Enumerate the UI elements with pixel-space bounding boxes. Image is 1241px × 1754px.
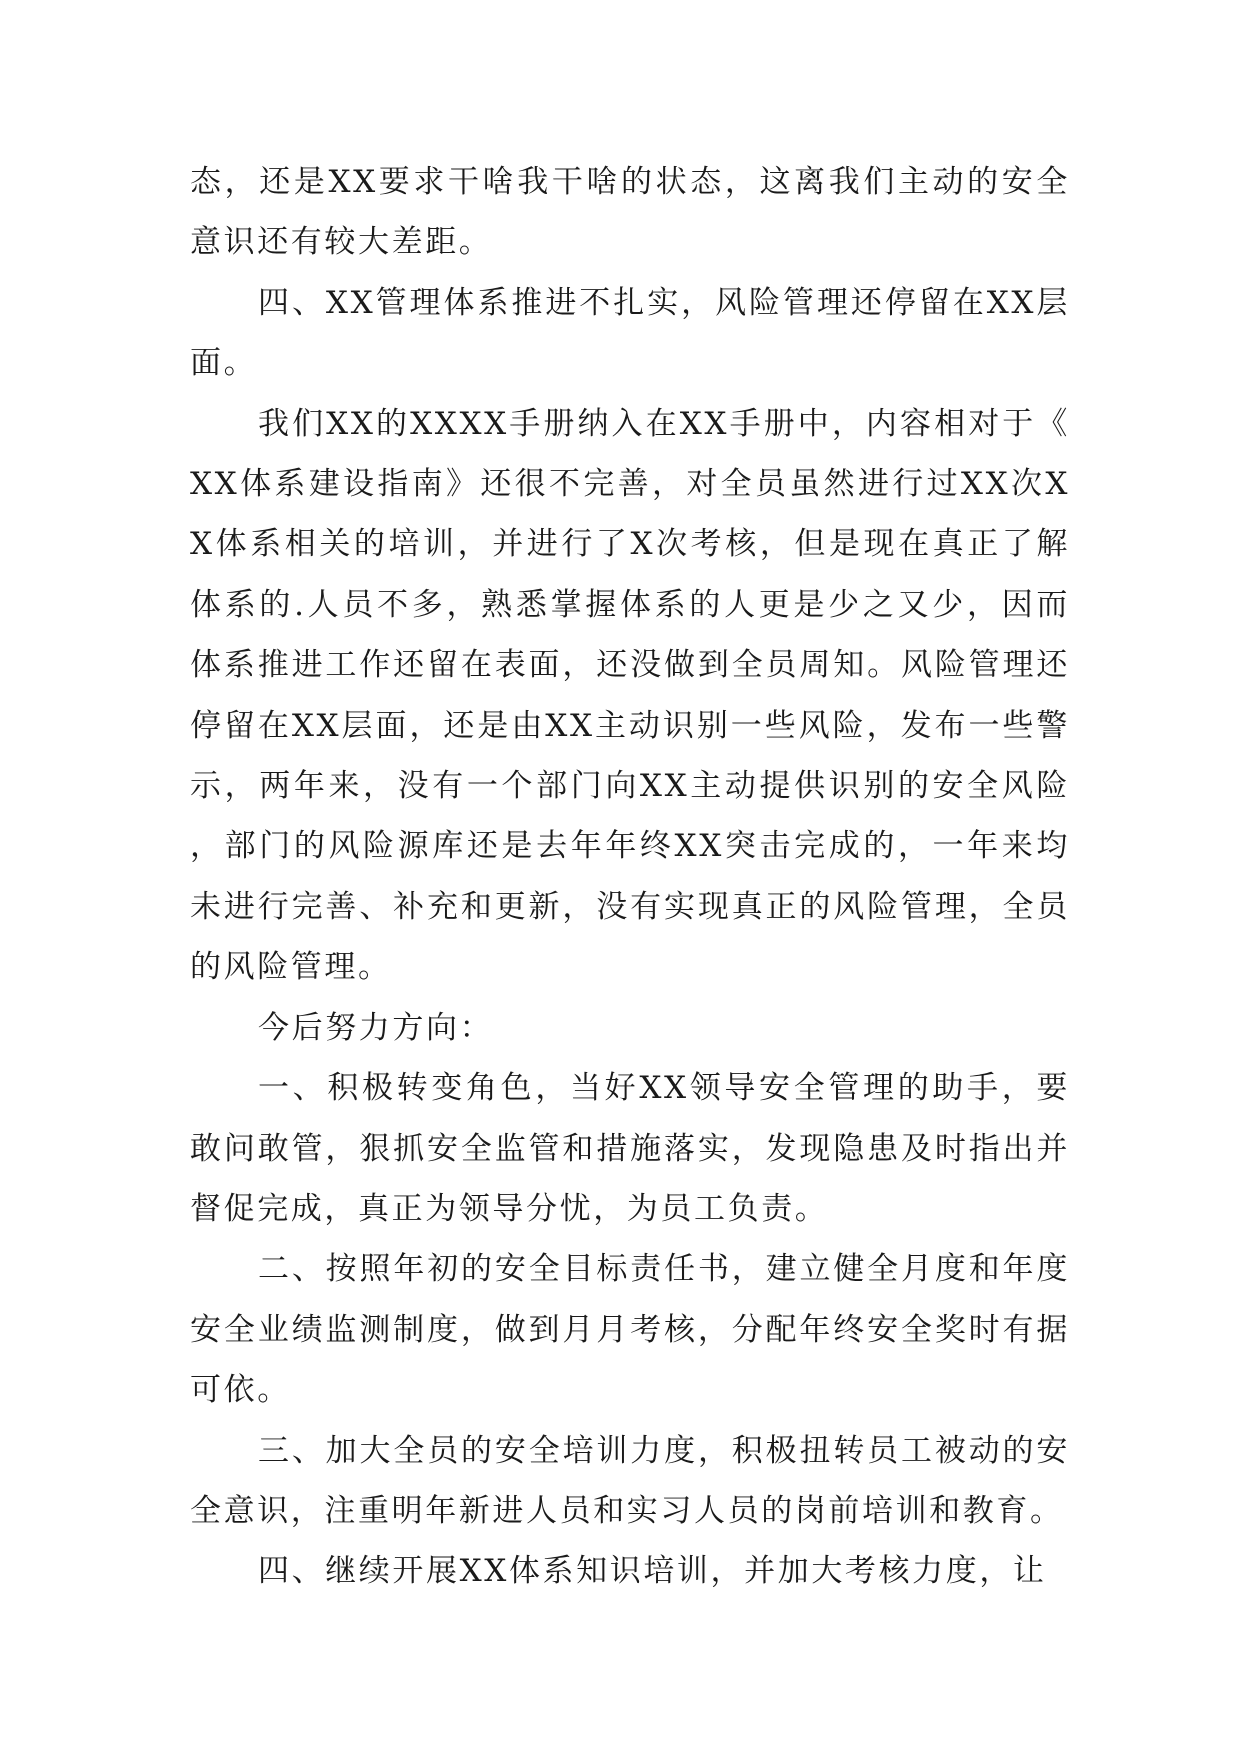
paragraph-continuation: 态，还是XX要求干啥我干啥的状态，这离我们主动的安全意识还有较大差距。 (190, 164, 1070, 261)
paragraph-future-direction-heading: 今后努力方向： (258, 1009, 494, 1046)
paragraph-direction-four: 四、继续开展XX体系知识培训，并加大考核力度，让 (258, 1553, 1047, 1590)
paragraph-direction-two: 二、按照年初的安全目标责任书，建立健全月度和年度安全业绩监测制度，做到月月考核，分配年终安全奖时有据可依。 (190, 1251, 1070, 1409)
paragraph-issue-four-detail: 我们XX的XXXX手册纳入在XX手册中，内容相对于《XX体系建设指南》还很不完善，对全员虽然进行过XX次XX体系相关的培训，并进行了X次考核，但是现在真正了解体系的.人员不多，熟悉掌握体系的人更是少之又少，因而体系推进工作还留在表面，还没做到全员周知。风险管理还停留在XX层面，还是由XX主动识别一些风险，发布一些警示，两年来，没有一个部门向XX主动提供识别的安全风险，部门的风险源库还是去年年终XX突击完成的，一年来均未进行完善、补充和更新，没有实现真正的风险管理，全员的风险管理。 (190, 405, 1070, 986)
paragraph-direction-three: 三、加大全员的安全培训力度，积极扭转员工被动的安全意识，注重明年新进人员和实习人员的岗前培训和教育。 (190, 1432, 1070, 1529)
paragraph-direction-one: 一、积极转变角色，当好XX领导安全管理的助手，要敢问敢管，狠抓安全监管和措施落实，发现隐患及时指出并督促完成，真正为领导分忧，为员工负责。 (190, 1070, 1070, 1227)
document-body (190, 152, 1070, 1602)
paragraph-issue-four: 四、XX管理体系推进不扎实，风险管理还停留在XX层面。 (190, 284, 1070, 382)
